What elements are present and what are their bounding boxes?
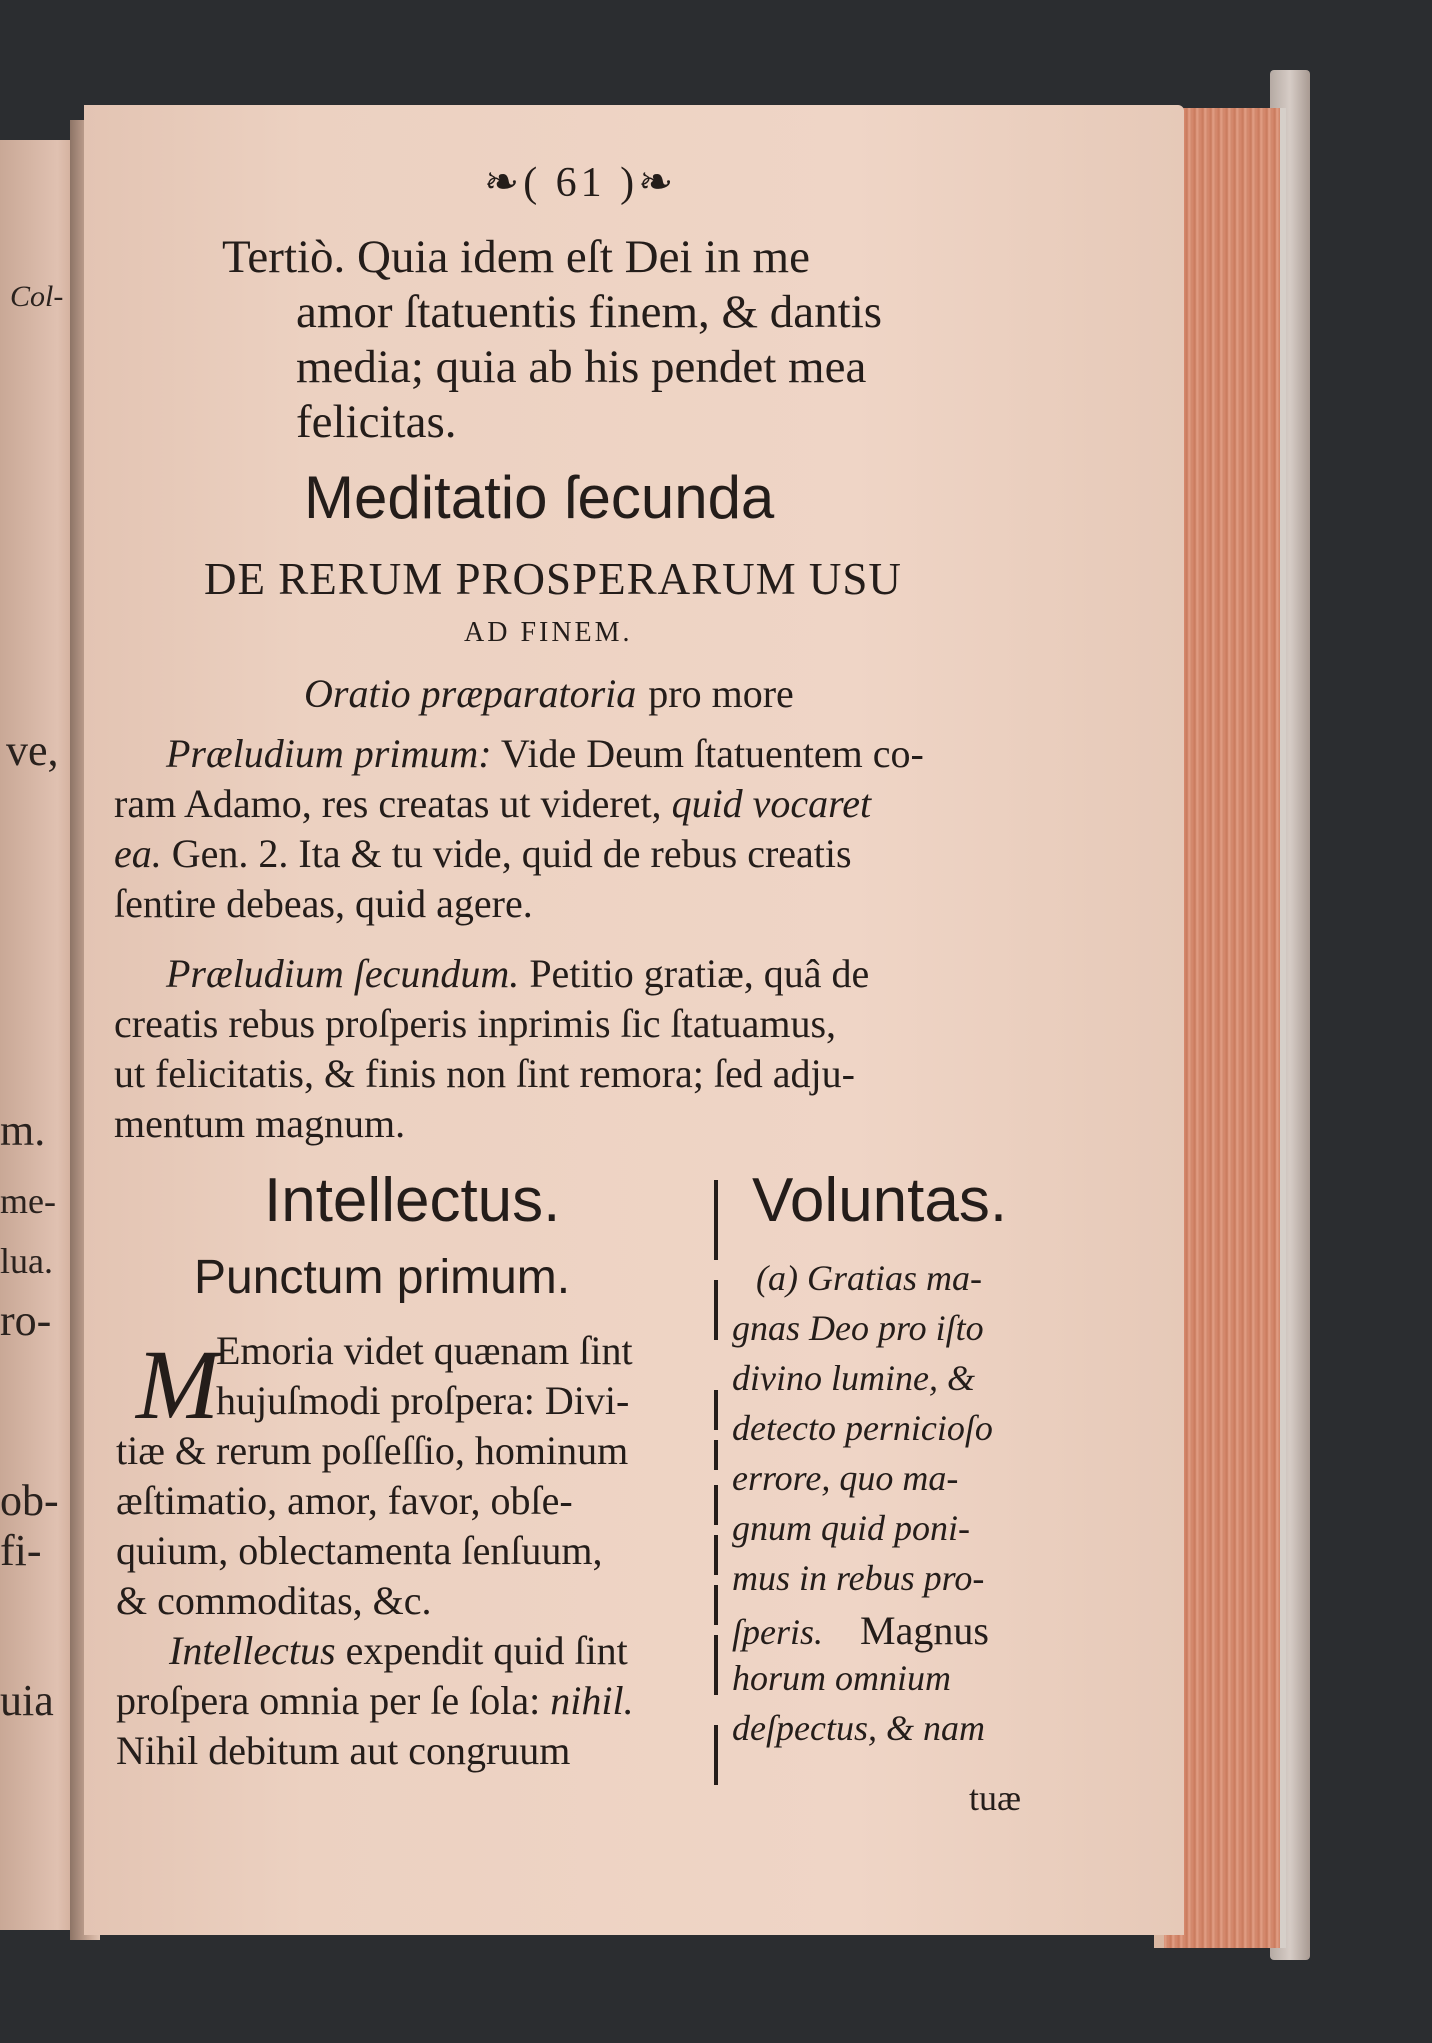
intellectus-line: æſtimatio, amor, favor, obſe-	[116, 1478, 573, 1523]
text-line: amor ſtatuentis finem, & dantis	[296, 286, 883, 338]
intellectus-subheading: Punctum primum.	[194, 1251, 571, 1304]
column-divider	[714, 1280, 718, 1340]
drop-capital: M	[136, 1329, 220, 1440]
intellectus-line: tiæ & rerum poſſeſſio, hominum	[116, 1428, 629, 1473]
praeludium-1-quote: quid vocaret	[671, 781, 872, 826]
column-divider	[714, 1440, 718, 1470]
meditation-subtitle-2: AD FINEM.	[464, 617, 633, 648]
left-fragment: ro-	[0, 1296, 52, 1345]
intellectus-line: hujuſmodi proſpera: Divi-	[216, 1378, 630, 1423]
voluntas-magnus: Magnus	[860, 1608, 989, 1653]
praeludium-2-line: Præludium ſecundum. Petitio gratiæ, quâ de	[166, 951, 870, 996]
intellectus-line: proſpera omnia per ſe ſola: nihil.	[116, 1678, 634, 1723]
praeludium-1-line: Præludium primum: Vide Deum ſtatuentem co-	[166, 731, 924, 776]
praeludium-2-line: ut felicitatis, & finis non ſint remora; ſed adju-	[114, 1051, 855, 1096]
page-number: ❧( 61 )❧	[484, 160, 678, 206]
oratio-italic: Oratio præparatoria	[304, 671, 637, 716]
catchword: tuæ	[969, 1778, 1022, 1818]
intellectus-line: Intellectus expendit quid ſint	[169, 1628, 628, 1673]
intellectus-line: Nihil debitum aut congruum	[116, 1728, 571, 1773]
left-fragment: Col-	[10, 280, 64, 313]
praeludium-2-line: creatis rebus proſperis inprimis ſic ſtatuamus,	[114, 1001, 837, 1046]
praeludium-2-line: mentum magnum.	[114, 1101, 406, 1146]
column-divider	[714, 1725, 718, 1785]
left-fragment: ve,	[6, 726, 59, 775]
praeludium-1-line: ram Adamo, res creatas ut videret, quid vocaret	[114, 781, 872, 826]
left-fragment: lua.	[0, 1241, 53, 1281]
voluntas-line: horum omnium	[732, 1658, 952, 1698]
left-fragment: me-	[0, 1181, 56, 1221]
column-divider	[714, 1180, 718, 1260]
column-divider	[714, 1585, 718, 1625]
meditation-title: Meditatio ſecunda	[304, 464, 775, 531]
voluntas-line: gnas Deo pro iſto	[732, 1308, 984, 1348]
praeludium-1-label: Præludium primum:	[166, 731, 492, 776]
voluntas-heading: Voluntas.	[752, 1166, 1008, 1235]
text-line: felicitas.	[296, 396, 457, 448]
intellectus-line: & commoditas, &c.	[116, 1578, 432, 1623]
left-fragment: fi-	[0, 1526, 42, 1575]
intellectus-heading: Intellectus.	[264, 1166, 561, 1235]
voluntas-line: gnum quid poni-	[732, 1508, 970, 1548]
column-divider	[714, 1635, 718, 1695]
voluntas-line: mus in rebus pro-	[732, 1558, 985, 1598]
left-fragment: m.	[0, 1106, 46, 1155]
intellectus-line: Emoria videt quænam ſint	[216, 1328, 633, 1373]
voluntas-line: deſpectus, & nam	[732, 1708, 985, 1748]
left-fragment: ob-	[0, 1476, 59, 1525]
meditation-subtitle: DE RERUM PROSPERARUM USU	[204, 554, 902, 604]
column-divider	[714, 1390, 718, 1430]
column-divider	[714, 1485, 718, 1525]
text-line: Tertiò. Quia idem eſt Dei in me	[222, 231, 810, 283]
intellectus-line: quium, oblectamenta ſenſuum,	[116, 1528, 603, 1573]
praeludium-2-label: Præludium ſecundum.	[166, 951, 520, 996]
column-divider	[714, 1535, 718, 1575]
voluntas-line: divino lumine, &	[732, 1358, 975, 1398]
text-line: media; quia ab his pendet mea	[296, 341, 867, 393]
praeludium-1-line: ea. Gen. 2. Ita & tu vide, quid de rebus creatis	[114, 831, 852, 876]
voluntas-line: ſperis. Magnus	[732, 1608, 989, 1653]
left-fragment: uia	[0, 1676, 54, 1725]
voluntas-line: detecto pernicioſo	[732, 1408, 993, 1448]
oratio-line	[304, 670, 794, 717]
voluntas-line: (a) Gratias ma-	[756, 1258, 982, 1298]
right-page	[84, 105, 1184, 1935]
oratio-roman: pro more	[648, 671, 794, 716]
voluntas-line: errore, quo ma-	[732, 1458, 959, 1498]
praeludium-1-line: ſentire debeas, quid agere.	[114, 881, 533, 926]
